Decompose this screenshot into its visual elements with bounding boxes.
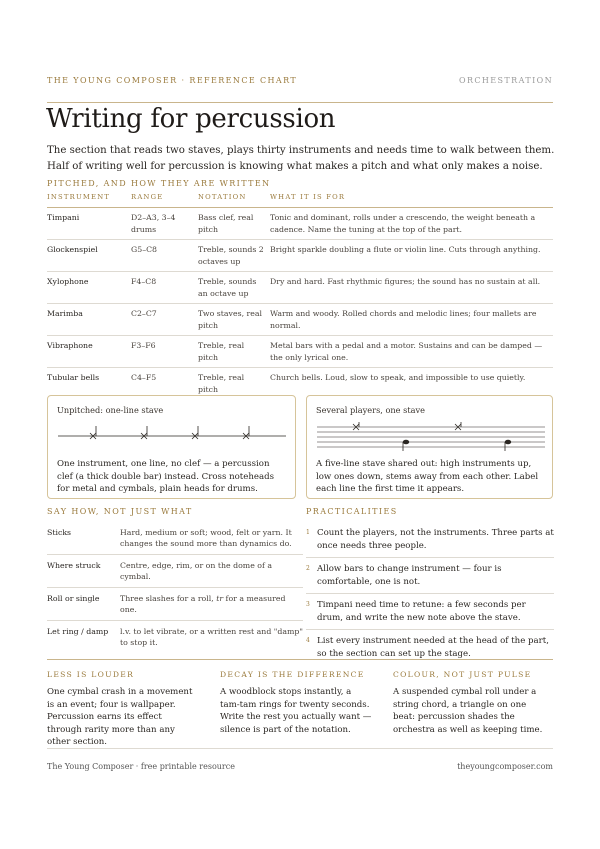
instrument-cell: Marimba: [47, 304, 131, 336]
practicalities-list: [306, 522, 554, 665]
instrument-cell: Xylophone: [47, 272, 131, 304]
list-item: [47, 621, 303, 653]
range-cell: C4–F5: [131, 373, 157, 382]
range-cell: F4–C8: [131, 272, 198, 304]
unpitched-card-title: Unpitched: one-line stave: [57, 405, 164, 415]
range-cell: F3–F6: [131, 336, 198, 368]
page-title: Writing for percussion: [46, 104, 336, 134]
table-row: [47, 208, 553, 240]
range-cell: D2–A3, 3–4 drums: [131, 208, 198, 240]
list-item: [306, 594, 554, 630]
tip-text: A woodblock stops instantly, a tam-tam rings for twenty seconds. Write the rest you actually want — silence is part of the notation.: [220, 687, 372, 735]
one-line-stave-illustration: [56, 422, 288, 448]
instrument-cell: Tubular bells: [47, 373, 100, 382]
say-how-detail: [120, 593, 303, 615]
several-players-card-body: A five-line stave shared out: high instruments up, low ones down, stems away from each other. Label each line the first time it appears.: [316, 459, 539, 495]
table-header-row: [47, 193, 553, 208]
intro-text: The section that reads two staves, plays thirty instruments and needs time to walk between them. Half of writing well for percussion is knowing what makes a pitch and what only makes a noise.: [47, 145, 555, 172]
say-how-term: Sticks: [47, 528, 72, 537]
tip-text: A suspended cymbal roll under a string chord, a triangle on one beat: percussion shades the orchestra as well as keeping time.: [393, 687, 543, 735]
column-header-notation: NOTATION: [198, 193, 270, 208]
item-number: 1: [306, 529, 310, 536]
tip-text: One cymbal crash in a movement is an event; four is wallpaper. Percussion earns its effect through rarity more than any other section.: [47, 687, 193, 748]
instrument-cell: Vibraphone: [47, 336, 131, 368]
tip-heading: COLOUR, NOT JUST PULSE: [393, 670, 532, 679]
purpose-cell: Tonic and dominant, rolls under a crescendo, the weight beneath a cadence. Name the tuning at the top of the part.: [270, 208, 553, 240]
range-cell: G5–C8: [131, 240, 198, 272]
several-players-card-title: Several players, one stave: [316, 405, 425, 415]
tip-column: [220, 670, 372, 736]
notation-cell: Treble, real pitch: [198, 373, 245, 394]
unpitched-card: [47, 395, 296, 499]
item-text: Count the players, not the instruments. Three parts at once needs three people.: [317, 528, 554, 551]
item-text: List every instrument needed at the head of the part, so the section can set up the stage.: [317, 636, 549, 659]
table-row: [47, 336, 553, 368]
list-item: [47, 555, 303, 588]
unpitched-card-body: One instrument, one line, no clef — a percussion clef (a thick double bar) instead. Cross noteheads for metal and cymbals, plain heads for drums.: [57, 459, 274, 495]
footer-credit: The Young Composer · free printable resource: [47, 762, 235, 771]
instrument-cell: Timpani: [47, 208, 131, 240]
footer: [47, 748, 553, 771]
item-number: 2: [306, 565, 310, 572]
item-number: 3: [306, 601, 310, 608]
say-how-detail-text: Three slashes for a roll,: [120, 594, 217, 603]
pitched-heading: PITCHED, AND HOW THEY ARE WRITTEN: [47, 179, 271, 188]
item-text: Allow bars to change instrument — four is comfortable, one is not.: [317, 564, 502, 587]
notation-cell: Treble, real pitch: [198, 336, 270, 368]
list-item: [47, 588, 303, 621]
column-header-purpose: WHAT IT IS FOR: [270, 193, 553, 208]
purpose-cell: Dry and hard. Fast rhythmic figures; the sound has no sustain at all.: [270, 272, 553, 304]
several-players-card: [306, 395, 553, 499]
notation-cell: Treble, sounds an octave up: [198, 272, 270, 304]
tip-heading: LESS IS LOUDER: [47, 670, 135, 679]
range-cell: C2–C7: [131, 304, 198, 336]
say-how-heading: SAY HOW, NOT JUST WHAT: [47, 507, 193, 516]
say-how-detail: Hard, medium or soft; wood, felt or yarn. It changes the sound more than dynamics do.: [120, 528, 292, 548]
say-how-term: Let ring / damp: [47, 627, 109, 636]
table-row: [47, 304, 553, 336]
say-how-detail-text: for a measured one.: [120, 594, 286, 614]
table-row: [47, 240, 553, 272]
say-how-term: Where struck: [47, 561, 101, 570]
five-line-stave-illustration: [315, 422, 547, 452]
practicalities-heading: PRACTICALITIES: [306, 507, 398, 516]
header-series-label: THE YOUNG COMPOSER · REFERENCE CHART: [47, 76, 298, 85]
list-item: [306, 522, 554, 558]
table-row: [47, 272, 553, 304]
say-how-detail: l.v. to let vibrate, or a written rest and "damp" to stop it.: [120, 627, 303, 647]
purpose-cell: Warm and woody. Rolled chords and melodic lines; four mallets are normal.: [270, 304, 553, 336]
say-how-term: Roll or single: [47, 594, 100, 603]
column-header-instrument: INSTRUMENT: [47, 193, 131, 208]
notation-cell: Two staves, real pitch: [198, 304, 270, 336]
instrument-cell: Glockenspiel: [47, 240, 131, 272]
tip-column: [393, 670, 545, 736]
say-how-list: [47, 522, 303, 653]
purpose-cell: Metal bars with a pedal and a motor. Sustains and can be damped — the only lyrical one.: [270, 336, 553, 368]
notation-cell: Treble, sounds 2 octaves up: [198, 240, 270, 272]
pitched-table: [47, 193, 553, 399]
header-bar: [47, 76, 553, 103]
footer-website: theyoungcomposer.com: [457, 762, 553, 771]
item-text: Timpani need time to retune: a few seconds per drum, and write the new note above the stave.: [317, 600, 526, 623]
trill-mark: tr: [216, 594, 224, 603]
purpose-cell: Bright sparkle doubling a flute or violin line. Cuts through anything.: [270, 240, 553, 272]
item-number: 4: [306, 637, 310, 644]
notation-cell: Bass clef, real pitch: [198, 208, 270, 240]
tip-heading: DECAY IS THE DIFFERENCE: [220, 670, 365, 679]
say-how-detail: Centre, edge, rim, or on the dome of a cymbal.: [120, 561, 272, 581]
column-header-range: RANGE: [131, 193, 198, 208]
list-item: [47, 522, 303, 555]
tip-column: [47, 670, 199, 749]
header-category-label: ORCHESTRATION: [459, 76, 553, 85]
purpose-cell: Church bells. Loud, slow to speak, and impossible to use quietly.: [270, 373, 526, 382]
section-divider: [47, 659, 553, 660]
list-item: [306, 558, 554, 594]
